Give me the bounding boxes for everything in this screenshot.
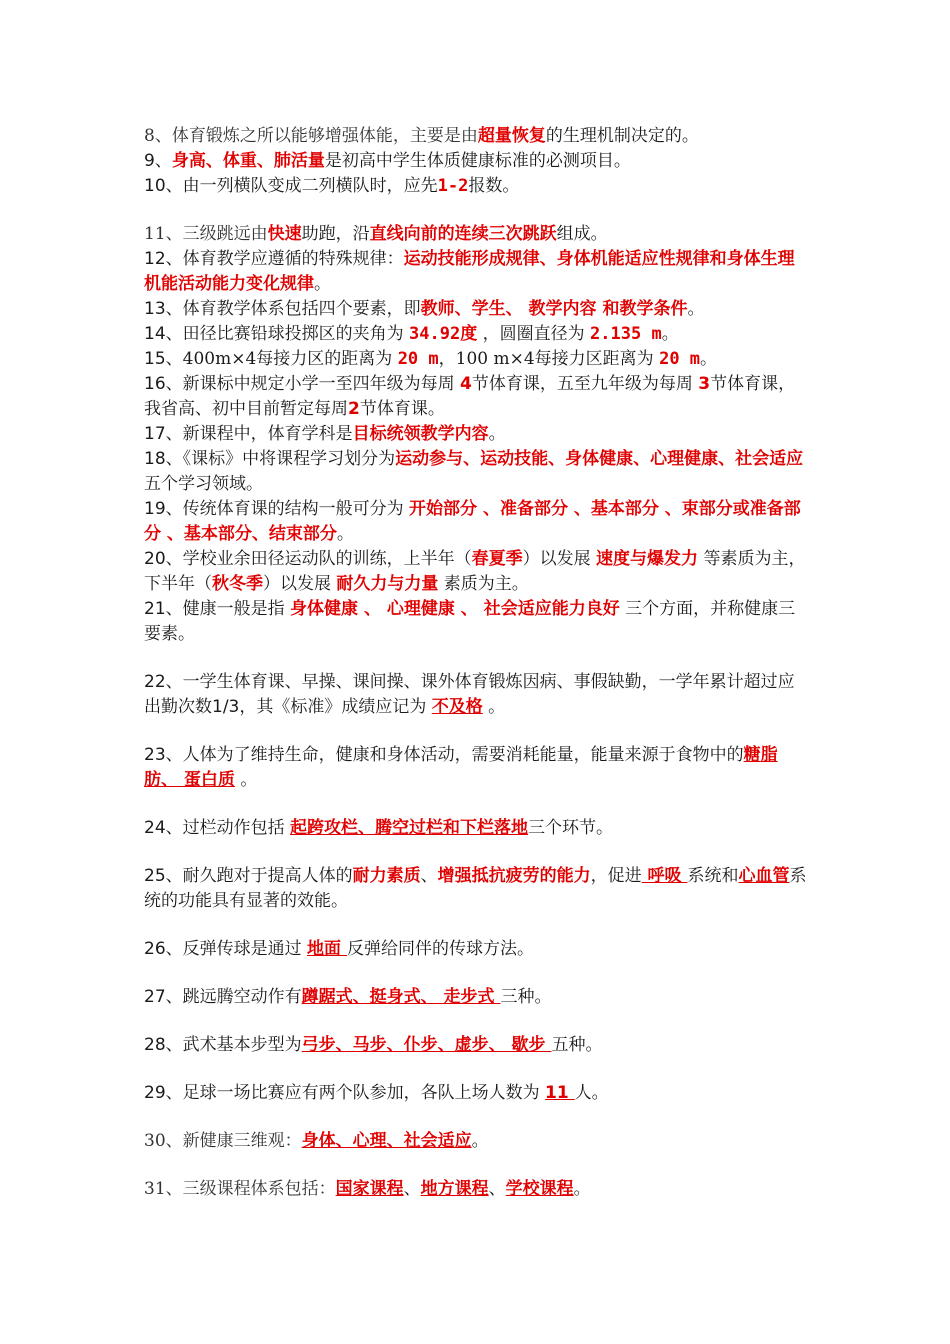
text: ，其《标准》成绩应记为 [239, 697, 432, 717]
text: 、体育教学应遵循的特殊规律： [165, 249, 404, 269]
text: 等素质为主，下半年（ [144, 549, 806, 594]
text: 五种。 [551, 1035, 603, 1055]
answer: 地面 [307, 939, 347, 959]
answer: 身体健康 、 心理健康 、 社会适应能力良好 [290, 599, 620, 619]
text: 31、三级课程体系包括： [144, 1179, 336, 1199]
item-number: 24 [144, 818, 166, 838]
text: 、耐久跑对于提高人体的 [165, 866, 353, 886]
text: 组成。 [556, 224, 608, 244]
item-number: 25 [144, 866, 166, 886]
text: ，促进 [590, 866, 642, 886]
answer: 超量恢复 [477, 126, 546, 146]
answer: 耐力素质 [352, 866, 421, 886]
text: 、学校业余田径运动队的训练，上半年（ [165, 549, 472, 569]
answer: 34.92度 [409, 324, 478, 344]
text: 。 [314, 274, 331, 294]
item-number: 12 [144, 249, 166, 269]
item-19 [144, 497, 810, 547]
answer: 速度与爆发力 [596, 549, 699, 569]
answer: 糖 [743, 745, 761, 765]
answer: 直线向前的连续三次跳跃 [369, 224, 557, 244]
answer: 下栏落地 [460, 818, 529, 838]
item-10 [144, 174, 810, 199]
answer: 春夏季 [471, 549, 523, 569]
text: 。 [336, 524, 354, 544]
answer: 学校课程 [505, 1179, 574, 1199]
item-number: 19 [144, 499, 166, 519]
item-number: 16 [144, 374, 166, 394]
item-24 [144, 816, 810, 841]
item-29 [144, 1081, 810, 1106]
answer: 运动技能形成规律、身体机能适应性规律和身体生理机能活动能力变化规律 [144, 249, 795, 294]
answer: 增强抵抗疲劳的能力 [437, 866, 591, 886]
item-17 [144, 422, 810, 447]
answer: 和 [443, 818, 461, 838]
text: 人。 [574, 1083, 609, 1103]
item-27 [144, 985, 810, 1010]
answer: 脂肪、 蛋白质 [144, 745, 778, 790]
item-number: 9 [144, 151, 155, 171]
text: 的生理机制决定的。 [545, 126, 699, 146]
text: 。 [234, 770, 258, 790]
text: 30、新健康三维观： [144, 1131, 302, 1151]
text: 。 [687, 299, 705, 319]
text: 。 [482, 697, 506, 717]
answer: 4 [460, 374, 472, 394]
item-number: 27 [144, 987, 166, 1007]
text: 、足球一场比赛应有两个队参加，各队上场人数为 [165, 1083, 546, 1103]
item-number: 14 [144, 324, 166, 344]
document-body [144, 124, 810, 1202]
item-31 [144, 1177, 810, 1202]
text: 三种。 [500, 987, 552, 1007]
item-number: 21 [144, 599, 166, 619]
answer: 地方课程 [420, 1179, 489, 1199]
text: 、武术基本步型为 [165, 1035, 302, 1055]
text: 素质为主。 [438, 574, 529, 594]
text: 、《课标》中将课程学习划分为 [165, 449, 396, 469]
item-14 [144, 322, 810, 347]
item-number: 29 [144, 1083, 166, 1103]
item-11 [144, 222, 810, 247]
text: 。 [573, 1179, 591, 1199]
text: ）以发展 [522, 549, 597, 569]
answer: 耐久力与力量 [336, 574, 439, 594]
item-number: 22 [144, 672, 166, 692]
text: 1/3 [212, 697, 240, 717]
text: 、一学生体育课、早操、课间操、课外体育锻炼因病、事假缺勤，一学年累计超过应出勤次数 [144, 672, 795, 717]
text: 系统的功能具有显著的效能。 [144, 866, 807, 911]
text: 、反弹传球是通过 [165, 939, 308, 959]
item-22 [144, 670, 810, 720]
text: 。 [471, 1131, 489, 1151]
text: ）以发展 [263, 574, 337, 594]
text: 、新课标中规定小学一至四年级为每周 [165, 374, 461, 394]
answer: 3 [698, 374, 711, 394]
item-9 [144, 149, 810, 174]
item-number: 23 [144, 745, 166, 765]
text: 、体育教学体系包括四个要素，即 [165, 299, 421, 319]
item-18 [144, 447, 810, 497]
text: 是初高中学生体质健康标准的必测项目。 [324, 151, 631, 171]
answer: 教师、学生、 教学内容 和教学条件 [420, 299, 688, 319]
item-26 [144, 937, 810, 962]
item-number: 17 [144, 424, 166, 444]
item-number: 20 [144, 549, 166, 569]
text: 11、三级跳远由 [144, 224, 268, 244]
item-21 [144, 597, 810, 647]
text: 、田径比赛铅球投掷区的夹角为 [165, 324, 410, 344]
item-20 [144, 547, 810, 597]
item-30 [144, 1129, 810, 1154]
text: 、 [488, 1179, 506, 1199]
item-number: 26 [144, 939, 166, 959]
text: 、跳远腾空动作有 [165, 987, 302, 1007]
answer: 开始部分 、准备部分 、基本部分 、束部分或准备部分 、基本部分、结束部分 [144, 499, 801, 544]
answer: 呼吸 [641, 866, 688, 886]
text: 反弹给同伴的传球方法。 [346, 939, 534, 959]
text: ，圆圈直径为 [477, 324, 591, 344]
answer: 20 m [659, 349, 701, 369]
item-28 [144, 1033, 810, 1058]
answer: 目标统领教学内容 [352, 424, 489, 444]
text: 节体育课，我省高、初中目前暂定每周 [144, 374, 796, 419]
answer: 2.135 m [590, 324, 662, 344]
text: 报数。 [468, 176, 520, 196]
answer: 身高、体重、肺活量 [171, 151, 325, 171]
text: 。 [488, 424, 506, 444]
text: 、由一列横队变成二列横队时，应先 [165, 176, 438, 196]
answer: 秋冬季 [212, 574, 263, 594]
text: 、新课程中，体育学科是 [165, 424, 353, 444]
text: 三个方面，并称健康三要素。 [144, 599, 796, 644]
text: 、健康一般是指 [165, 599, 291, 619]
answer: 弓步、马步、仆步、虚步、 歇步 [301, 1035, 552, 1055]
text: 助跑，沿 [301, 224, 370, 244]
text: 、400m×4每接力区的距离为 [165, 349, 398, 369]
answer: 20 m [397, 349, 439, 369]
item-15 [144, 347, 810, 372]
item-12 [144, 247, 810, 297]
item-13 [144, 297, 810, 322]
item-23 [144, 743, 810, 793]
text: 。 [661, 324, 679, 344]
item-number: 13 [144, 299, 166, 319]
item-number: 28 [144, 1035, 166, 1055]
answer: 身体、心理、社会适应 [301, 1131, 472, 1151]
text: 五个学习领域。 [144, 474, 263, 494]
text: 、 [403, 1179, 421, 1199]
text: 、 [154, 151, 172, 171]
text: 、传统体育课的结构一般可分为 [165, 499, 410, 519]
answer: 运动参与、运动技能、身体健康、心理健康、社会适应 [395, 449, 804, 469]
text: 三个环节。 [528, 818, 614, 838]
answer: 快速 [267, 224, 302, 244]
item-number: 15 [144, 349, 166, 369]
item-25 [144, 864, 810, 914]
text: ，100 m×4每接力区距离为 [438, 349, 660, 369]
item-number: 18 [144, 449, 166, 469]
answer: 11 [545, 1083, 575, 1103]
text: 系统和 [687, 866, 739, 886]
text: 节体育课。 [359, 399, 445, 419]
text: 8、体育锻炼之所以能够增强体能，主要是由 [144, 126, 478, 146]
text: 、过栏动作包括 [165, 818, 291, 838]
answer: 2 [348, 399, 360, 419]
answer: 蹲踞式、挺身式、 走步式 [301, 987, 501, 1007]
answer: 国家课程 [335, 1179, 404, 1199]
item-16 [144, 372, 810, 422]
text: 节体育课，五至九年级为每周 [471, 374, 699, 394]
item-8 [144, 124, 810, 149]
text: 、 [420, 866, 438, 886]
text: 、人体为了维持生命，健康和身体活动，需要消耗能量，能量来源于食物中的 [165, 745, 744, 765]
answer: 心血管 [738, 866, 790, 886]
text: 。 [700, 349, 718, 369]
answer: 不及格 [431, 697, 483, 717]
answer: 起跨攻栏、腾空过栏 [290, 818, 444, 838]
item-number: 10 [144, 176, 166, 196]
answer: 1-2 [437, 176, 469, 196]
